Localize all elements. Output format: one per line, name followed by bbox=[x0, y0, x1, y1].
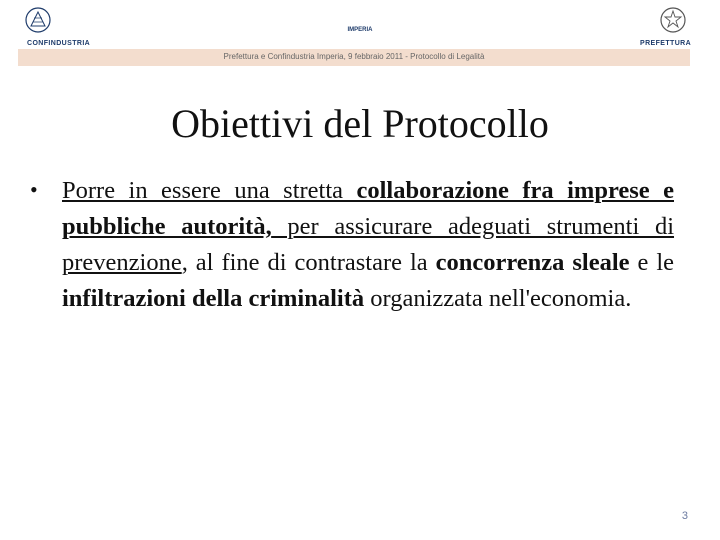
bullet-paragraph bbox=[62, 173, 674, 317]
page-number: 3 bbox=[681, 510, 688, 522]
prefettura-label: PREFETTURA bbox=[640, 40, 692, 47]
slide-title: Obiettivi del Protocollo bbox=[171, 101, 549, 146]
confindustria-label: CONFINDUSTRIA bbox=[27, 40, 91, 47]
bullet-text-segment-7: infiltrazioni della criminalità bbox=[62, 285, 365, 312]
confindustria-logo-icon bbox=[24, 6, 52, 38]
bullet-icon: • bbox=[30, 177, 38, 202]
bullet-text-segment-1: Porre in essere una stretta bbox=[62, 177, 357, 204]
imperia-label: IMPERIA bbox=[347, 27, 373, 33]
bullet-text-segment-6: e le bbox=[629, 249, 674, 276]
bullet-text-segment-8: organizzata nell'economia. bbox=[364, 285, 632, 312]
bullet-text-segment-5: concorrenza sleale bbox=[435, 249, 630, 276]
header-subtitle: Prefettura e Confindustria Imperia, 9 febbraio 2011 - Protocollo di Legalità bbox=[223, 52, 485, 61]
bullet-text-segment-4: , al fine di contrastare la bbox=[181, 249, 436, 276]
slide-header bbox=[0, 0, 720, 70]
italian-emblem-icon bbox=[658, 5, 688, 39]
bullet-text-segment-2: collaborazione fra imprese e pubbliche autorità, bbox=[62, 177, 674, 240]
bullet-text-segment-3: per assicurare adeguati strumenti di prevenzione bbox=[62, 213, 675, 276]
